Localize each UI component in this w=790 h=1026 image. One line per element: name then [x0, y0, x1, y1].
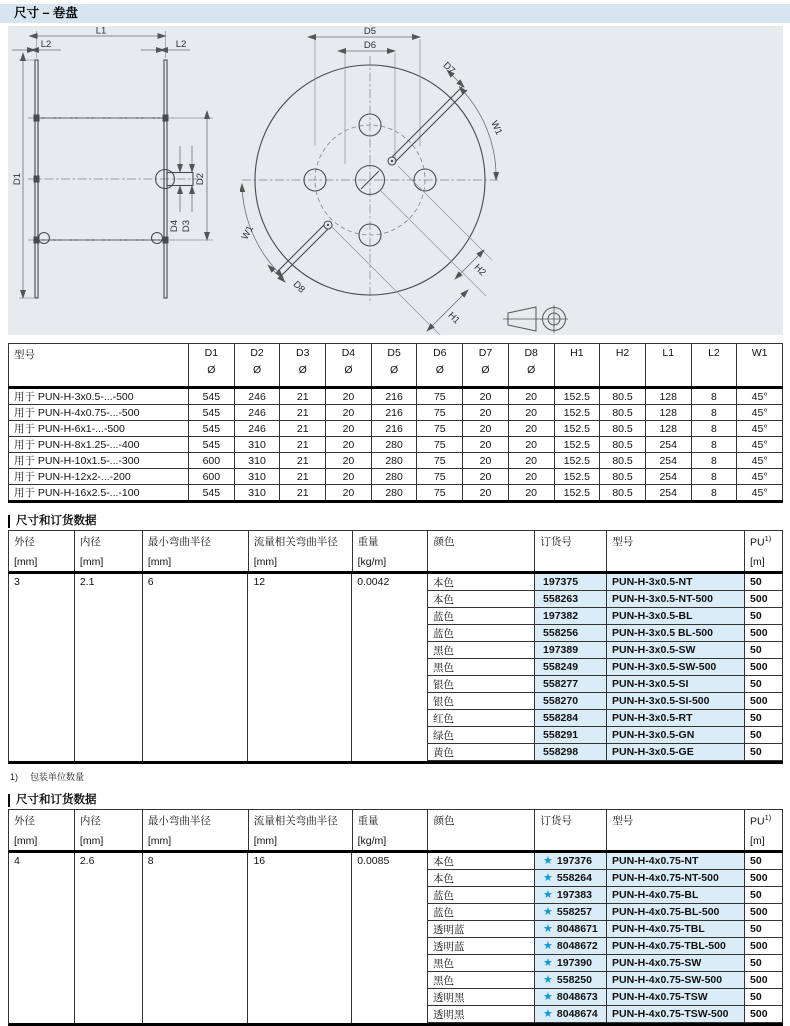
color-cell: 蓝色 [428, 625, 535, 641]
header-color: 颜色 [433, 815, 455, 827]
order-table-4x075 [8, 809, 783, 1026]
packaging-unit-cell: 500 [745, 693, 783, 709]
packaging-unit-cell: 50 [745, 710, 783, 726]
color-cell: 黑色 [428, 955, 535, 971]
header-flow-bend-radius: 流量相关弯曲半径 [253, 536, 338, 548]
part-number-cell: ★ 197383 [535, 887, 607, 903]
header-color: 颜色 [433, 536, 455, 548]
packaging-unit-cell: 50 [745, 744, 783, 760]
color-cell: 透明蓝 [428, 921, 535, 937]
header-min-bend-radius: 最小弯曲半径 [147, 536, 211, 548]
order-table-row [428, 625, 783, 642]
core-range-star-icon: ★ [543, 990, 553, 1003]
order-table-header: 外径 [mm] 内径 [mm] 最小弯曲半径 [mm] 流量相关弯曲半径 [mm] 重量 [kg/m] 颜色 订货号 型号 PU$^{1)}$ [m] [8, 530, 783, 574]
part-number-cell: 558270 [535, 693, 607, 709]
model-cell: PUN-H-4x0.75-SW [607, 955, 745, 971]
dimension-table-row: 用于 PUN-H-4x0.75-...-500 545 246 21 20 216 75 20 20 152.5 80.5 128 8 45° [9, 405, 783, 421]
color-cell: 黑色 [428, 642, 535, 658]
dim-label-d7: D7 [440, 60, 457, 77]
column-header-dimension: D8 Ø [508, 344, 554, 388]
model-cell: PUN-H-4x0.75-NT [607, 853, 745, 869]
column-header-dimension: H1 [554, 344, 600, 388]
spec-inner-diameter: 2.6 [75, 853, 143, 1023]
spec-min-bend-radius: 8 [143, 853, 249, 1023]
header-weight: 重量 [357, 536, 379, 548]
column-header-model: 型号 [9, 344, 189, 388]
header-inner-diameter: 内径 [79, 536, 101, 548]
header-weight: 重量 [357, 815, 379, 827]
order-table-row [428, 989, 783, 1006]
dim-label-l2-left: L2 [40, 39, 52, 50]
part-number-cell: 558256 [535, 625, 607, 641]
part-number-cell: ★ 558250 [535, 972, 607, 988]
spec-outer-diameter: 4 [9, 853, 75, 1023]
packaging-unit-cell: 500 [745, 904, 783, 920]
model-cell: PUN-H-4x0.75-TBL-500 [607, 938, 745, 954]
model-cell: PUN-H-3x0.5-RT [607, 710, 745, 726]
header-model: 型号 [612, 815, 634, 827]
packaging-unit-cell: 500 [745, 870, 783, 886]
color-cell: 银色 [428, 693, 535, 709]
part-number-cell: 197382 [535, 608, 607, 624]
model-cell: PUN-H-4x0.75-TBL [607, 921, 745, 937]
color-cell: 透明蓝 [428, 938, 535, 954]
packaging-unit-cell: 50 [745, 574, 783, 590]
model-cell: PUN-H-3x0.5-BL [607, 608, 745, 624]
model-cell: PUN-H-3x0.5-GN [607, 727, 745, 743]
color-cell: 蓝色 [428, 608, 535, 624]
part-number-cell: 558263 [535, 591, 607, 607]
packaging-unit-cell: 50 [745, 921, 783, 937]
order-table-3x05 [8, 530, 783, 764]
model-cell: PUN-H-3x0.5-NT [607, 574, 745, 590]
color-cell: 本色 [428, 853, 535, 869]
dim-label-d4: D4 [169, 219, 180, 233]
column-header-dimension: W1 [737, 344, 783, 388]
order-table-row [428, 574, 783, 591]
order-table-row [428, 642, 783, 659]
reel-front-view-drawing [240, 26, 783, 335]
column-header-dimension: D1 Ø [189, 344, 235, 388]
section-title-ordering-data-1: 尺寸和订货数据 [8, 515, 783, 528]
model-cell: 用于 PUN-H-10x1.5-...-300 [9, 453, 189, 469]
spec-weight: 0.0042 [352, 574, 428, 761]
packaging-unit-cell: 50 [745, 853, 783, 869]
dim-label-w1-right: W1 [488, 119, 505, 137]
column-header-dimension: D6 Ø [417, 344, 463, 388]
column-header-dimension: D3 Ø [280, 344, 326, 388]
part-number-cell: 558298 [535, 744, 607, 760]
core-range-star-icon: ★ [543, 854, 553, 867]
column-header-dimension: D2 Ø [234, 344, 280, 388]
color-cell: 红色 [428, 710, 535, 726]
model-cell: 用于 PUN-H-12x2-...-200 [9, 469, 189, 485]
column-header-dimension: H2 [600, 344, 646, 388]
model-cell: PUN-H-3x0.5-GE [607, 744, 745, 760]
core-range-star-icon: ★ [543, 956, 553, 969]
part-number-cell: ★ 8048673 [535, 989, 607, 1005]
spec-inner-diameter: 2.1 [75, 574, 143, 761]
dim-label-d2: D2 [195, 172, 206, 186]
order-table-row [428, 938, 783, 955]
order-table-row [428, 853, 783, 870]
header-packaging-unit: PU$^{1)}$ [750, 534, 772, 549]
part-number-cell: 197389 [535, 642, 607, 658]
reel-side-view-drawing [10, 26, 238, 335]
part-number-cell: ★ 558264 [535, 870, 607, 886]
part-number-cell: ★ 558257 [535, 904, 607, 920]
order-table-row [428, 921, 783, 938]
header-flow-bend-radius: 流量相关弯曲半径 [253, 815, 338, 827]
order-table-row [428, 887, 783, 904]
order-table-row [428, 744, 783, 761]
header-packaging-unit: PU$^{1)}$ [750, 813, 772, 828]
color-cell: 黑色 [428, 659, 535, 675]
dim-label-h2: H2 [471, 262, 488, 279]
packaging-unit-cell: 50 [745, 955, 783, 971]
model-cell: 用于 PUN-H-6x1-...-500 [9, 421, 189, 437]
order-table-row [428, 659, 783, 676]
packaging-unit-cell: 500 [745, 1006, 783, 1022]
packaging-unit-cell: 50 [745, 727, 783, 743]
header-model: 型号 [612, 536, 634, 548]
model-cell: PUN-H-4x0.75-NT-500 [607, 870, 745, 886]
color-cell: 蓝色 [428, 904, 535, 920]
spec-weight: 0.0085 [352, 853, 428, 1023]
column-header-dimension: D7 Ø [463, 344, 509, 388]
dim-label-l2-right: L2 [175, 39, 187, 50]
order-table-row [428, 710, 783, 727]
page-title: 尺寸 – 卷盘 [0, 4, 790, 23]
dim-label-d5: D5 [363, 26, 377, 37]
projection-symbol-icon [503, 305, 568, 333]
order-table-row [428, 591, 783, 608]
part-number-cell: 558249 [535, 659, 607, 675]
header-outer-diameter: 外径 [14, 536, 35, 548]
model-cell: PUN-H-3x0.5-SI-500 [607, 693, 745, 709]
part-number-cell: 558277 [535, 676, 607, 692]
core-range-star-icon: ★ [543, 1007, 553, 1020]
color-cell: 蓝色 [428, 887, 535, 903]
dimension-table-header-row [9, 344, 783, 388]
dim-label-d3: D3 [181, 219, 192, 233]
part-number-cell: ★ 8048672 [535, 938, 607, 954]
color-cell: 绿色 [428, 727, 535, 743]
order-table-row [428, 972, 783, 989]
color-cell: 本色 [428, 870, 535, 886]
part-number-cell: 197375 [535, 574, 607, 590]
packaging-unit-cell: 50 [745, 887, 783, 903]
dimension-table-row: 用于 PUN-H-3x0.5-...-500 545 246 21 20 216 75 20 20 152.5 80.5 128 8 45° [9, 388, 783, 405]
packaging-unit-cell: 500 [745, 659, 783, 675]
footnote-packaging-unit: 1) 包装单位数量 [10, 772, 85, 782]
header-outer-diameter: 外径 [14, 815, 35, 827]
model-cell: 用于 PUN-H-4x0.75-...-500 [9, 405, 189, 421]
column-header-dimension: D4 Ø [326, 344, 372, 388]
order-table-row [428, 870, 783, 887]
column-header-dimension: D5 Ø [371, 344, 417, 388]
model-cell: PUN-H-3x0.5-SI [607, 676, 745, 692]
model-cell: PUN-H-3x0.5 BL-500 [607, 625, 745, 641]
dim-label-h1: H1 [445, 310, 462, 327]
order-table-row [428, 693, 783, 710]
packaging-unit-cell: 50 [745, 642, 783, 658]
packaging-unit-cell: 500 [745, 625, 783, 641]
packaging-unit-cell: 50 [745, 989, 783, 1005]
packaging-unit-cell: 50 [745, 676, 783, 692]
packaging-unit-cell: 500 [745, 938, 783, 954]
order-table-row [428, 955, 783, 972]
spec-flow-bend-radius: 12 [248, 574, 352, 761]
model-cell: PUN-H-4x0.75-TSW-500 [607, 1006, 745, 1022]
core-range-star-icon: ★ [543, 973, 553, 986]
color-cell: 银色 [428, 676, 535, 692]
color-cell: 透明黑 [428, 1006, 535, 1022]
order-table-row [428, 1006, 783, 1023]
spec-outer-diameter: 3 [9, 574, 75, 761]
column-header-dimension: L1 [645, 344, 691, 388]
color-cell: 本色 [428, 574, 535, 590]
order-table-row [428, 676, 783, 693]
order-table-row [428, 904, 783, 921]
header-inner-diameter: 内径 [79, 815, 101, 827]
spec-flow-bend-radius: 16 [248, 853, 352, 1023]
dim-label-l1: L1 [95, 26, 107, 37]
dimension-table-row: 用于 PUN-H-8x1.25-...-400 545 310 21 20 280 75 20 20 152.5 80.5 254 8 45° [9, 437, 783, 453]
spec-min-bend-radius: 6 [143, 574, 249, 761]
dimension-table-row: 用于 PUN-H-6x1-...-500 545 246 21 20 216 75 20 20 152.5 80.5 128 8 45° [9, 421, 783, 437]
model-cell: PUN-H-4x0.75-TSW [607, 989, 745, 1005]
core-range-star-icon: ★ [543, 905, 553, 918]
part-number-cell: ★ 8048674 [535, 1006, 607, 1022]
model-cell: 用于 PUN-H-8x1.25-...-400 [9, 437, 189, 453]
dimension-table [8, 343, 783, 503]
dim-label-d8: D8 [290, 279, 307, 296]
model-cell: PUN-H-4x0.75-BL-500 [607, 904, 745, 920]
dim-label-d6: D6 [363, 40, 377, 51]
dim-label-d1: D1 [12, 172, 23, 186]
dimension-table-row: 用于 PUN-H-16x2.5-...-100 545 310 21 20 280 75 20 20 152.5 80.5 254 8 45° [9, 485, 783, 502]
header-part-number: 订货号 [540, 536, 572, 548]
model-cell: PUN-H-3x0.5-SW [607, 642, 745, 658]
order-table-header: 外径 [mm] 内径 [mm] 最小弯曲半径 [mm] 流量相关弯曲半径 [mm] 重量 [kg/m] 颜色 订货号 型号 PU$^{1)}$ [m] [8, 809, 783, 853]
model-cell: PUN-H-3x0.5-NT-500 [607, 591, 745, 607]
section-title-ordering-data-2: 尺寸和订货数据 [8, 794, 783, 807]
color-cell: 黑色 [428, 972, 535, 988]
order-table-row [428, 727, 783, 744]
part-number-cell: ★ 197390 [535, 955, 607, 971]
core-range-star-icon: ★ [543, 871, 553, 884]
color-cell: 黄色 [428, 744, 535, 760]
part-number-cell: ★ 197376 [535, 853, 607, 869]
technical-drawing [8, 26, 783, 335]
column-header-dimension: L2 [691, 344, 737, 388]
dimension-table-row: 用于 PUN-H-12x2-...-200 600 310 21 20 280 75 20 20 152.5 80.5 254 8 45° [9, 469, 783, 485]
model-cell: 用于 PUN-H-3x0.5-...-500 [9, 388, 189, 405]
color-cell: 本色 [428, 591, 535, 607]
dimension-table-row: 用于 PUN-H-10x1.5-...-300 600 310 21 20 280 75 20 20 152.5 80.5 254 8 45° [9, 453, 783, 469]
model-cell: PUN-H-3x0.5-SW-500 [607, 659, 745, 675]
core-range-star-icon: ★ [543, 888, 553, 901]
packaging-unit-cell: 50 [745, 608, 783, 624]
model-cell: 用于 PUN-H-16x2.5-...-100 [9, 485, 189, 502]
model-cell: PUN-H-4x0.75-SW-500 [607, 972, 745, 988]
core-range-star-icon: ★ [543, 939, 553, 952]
order-table-row [428, 608, 783, 625]
color-cell: 透明黑 [428, 989, 535, 1005]
core-range-star-icon: ★ [543, 922, 553, 935]
packaging-unit-cell: 500 [745, 972, 783, 988]
model-cell: PUN-H-4x0.75-BL [607, 887, 745, 903]
part-number-cell: 558284 [535, 710, 607, 726]
header-part-number: 订货号 [540, 815, 572, 827]
part-number-cell: 558291 [535, 727, 607, 743]
packaging-unit-cell: 500 [745, 591, 783, 607]
part-number-cell: ★ 8048671 [535, 921, 607, 937]
dim-label-w1-left: W1 [240, 223, 256, 242]
header-min-bend-radius: 最小弯曲半径 [147, 815, 211, 827]
